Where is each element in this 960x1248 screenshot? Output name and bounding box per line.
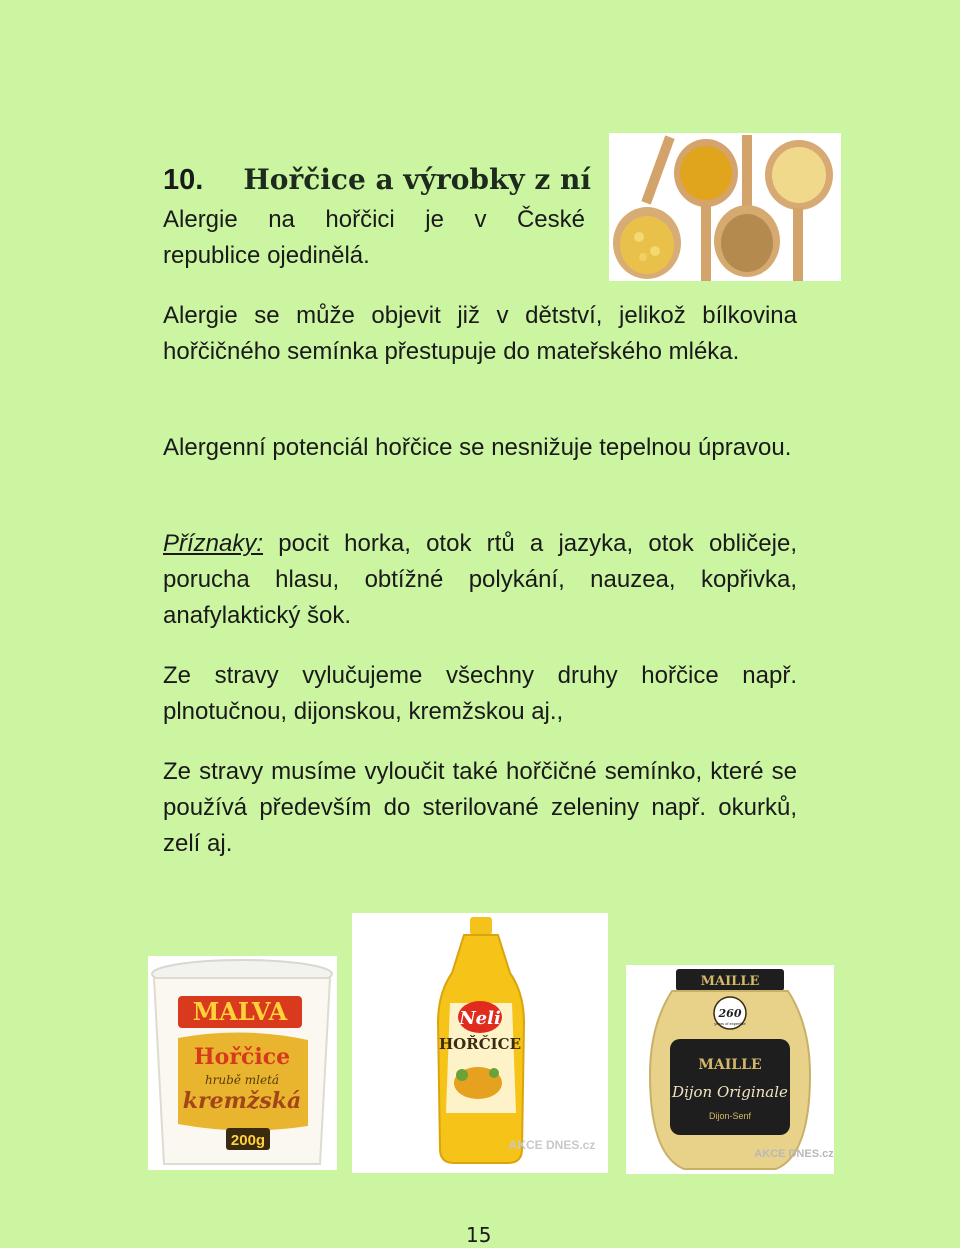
paragraph-symptoms bbox=[163, 526, 797, 634]
paragraph-exclude-mustard: Ze stravy vylučujeme všechny druhy hořčice např. plnotučnou, dijonskou, kremžskou aj., bbox=[163, 662, 797, 725]
jar-product-name: Dijon Originale bbox=[672, 1083, 788, 1101]
symptoms-label: Příznaky: bbox=[163, 530, 264, 557]
neli-mustard-bottle-image bbox=[352, 913, 608, 1173]
intro-line-2: republice ojedinělá. bbox=[163, 242, 370, 269]
jar-subtitle: Dijon-Senf bbox=[708, 1111, 752, 1121]
maille-dijon-jar-image bbox=[626, 965, 834, 1174]
malva-type: kremžská bbox=[182, 1088, 302, 1114]
intro-line-1: Alergie na hořčici je v České bbox=[163, 206, 585, 233]
jar-badge: 260 bbox=[718, 1007, 742, 1020]
jar-lid-brand: MAILLE bbox=[700, 974, 760, 989]
malva-product-name: Hořčice bbox=[193, 1044, 291, 1070]
bottle-product-name: HOŘČICE bbox=[438, 1035, 522, 1053]
symptoms-text: pocit horka, otok rtů a jazyka, otok obličeje, porucha hlasu, obtížné polykání, nauzea, kopřivka, anafylaktický šok. bbox=[163, 530, 797, 629]
section-number: 10. bbox=[163, 164, 204, 196]
paragraph-exclude-seed: Ze stravy musíme vyloučit také hořčičné semínko, které se používá především do sterilované zeleniny např. okurků, zelí aj. bbox=[163, 758, 797, 857]
mustard-spoons-illustration bbox=[609, 133, 841, 281]
bottle-brand: Neli bbox=[459, 1008, 501, 1029]
malva-weight: 200g bbox=[230, 1132, 266, 1149]
bottle-watermark: AKCE DNES.cz bbox=[508, 1138, 596, 1152]
malva-brand: MALVA bbox=[192, 997, 288, 1026]
neli-bottle-illustration bbox=[352, 913, 608, 1173]
jar-watermark: AKCE DNES.cz bbox=[754, 1148, 834, 1160]
paragraph-heat: Alergenní potenciál hořčice se nesnižuje tepelnou úpravou. bbox=[163, 434, 792, 461]
jar-badge-subtitle: years of expertise bbox=[714, 1021, 746, 1026]
paragraph-childhood: Alergie se může objevit již v dětství, jelikož bílkovina hořčičného semínka přestupuje do mateřského mléka. bbox=[163, 302, 797, 365]
page-number: 15 bbox=[466, 1223, 492, 1247]
section-title: Hořčice a výrobky z ní bbox=[243, 163, 592, 196]
malva-tub-illustration bbox=[148, 956, 337, 1170]
maille-jar-illustration bbox=[626, 965, 834, 1174]
section-heading bbox=[163, 160, 591, 200]
malva-subtitle: hrubě mletá bbox=[204, 1073, 280, 1087]
jar-label-brand: MAILLE bbox=[698, 1057, 762, 1073]
mustard-spoons-image bbox=[609, 133, 841, 281]
malva-mustard-image bbox=[148, 956, 337, 1170]
